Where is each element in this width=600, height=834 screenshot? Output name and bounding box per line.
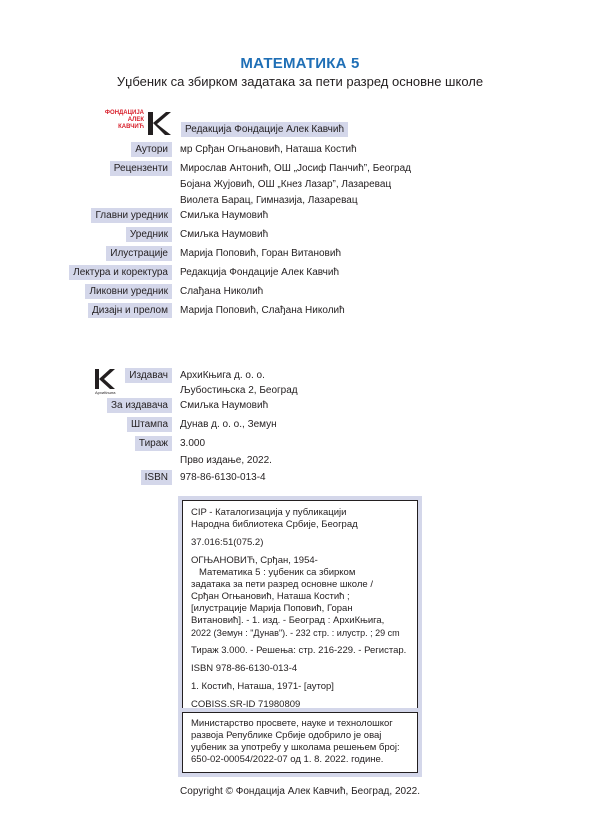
publisher-name: АрхиКњига д. о. о. bbox=[180, 370, 265, 381]
circulation-value: 3.000 bbox=[180, 438, 206, 449]
cip-entry: ОГЊАНОВИЋ, Срђан, 1954- Математика 5 : уџбеник са збирком задатака за пети разред основне школе / Срђан Огњановић, Наташа Костић ; [илустрације Марија Поповић, Горан Витановић]. - 1. изд. - Београд : АрхиКњига, 2022 (Земун : "Дунав"). - 232 стр. : илустр. ; 29 cm bbox=[191, 555, 400, 638]
reviewers-label: Рецензенти bbox=[110, 161, 172, 176]
print-value: Дунав д. о. о., Земун bbox=[180, 419, 277, 430]
art-editor-value: Слађана Николић bbox=[180, 286, 264, 297]
reviewer-2: Бојана Жујовић, ОШ „Кнез Лазар”, Лазаревац bbox=[180, 179, 392, 190]
cip-heading: CIP - Каталогизација у публикацији bbox=[191, 507, 347, 518]
ministry-line-1: Министарство просвете, науке и технолошког bbox=[191, 718, 393, 729]
print-label: Штампа bbox=[127, 417, 172, 432]
foundation-logo bbox=[90, 110, 172, 140]
authors-value: мр Срђан Огњановић, Наташа Костић bbox=[180, 144, 357, 155]
cip-notes: Тираж 3.000. - Решења: стр. 216-229. - Регистар. bbox=[191, 645, 407, 656]
copyright-notice: Copyright © Фондација Алек Кавчић, Београд, 2022. bbox=[180, 786, 420, 797]
book-title: МАТЕМАТИКА 5 bbox=[240, 55, 360, 72]
reviewer-3: Виолета Барац, Гимназија, Лазаревац bbox=[180, 195, 358, 206]
proofreading-value: Редакција Фондације Алек Кавчић bbox=[180, 267, 340, 278]
ministry-line-2: развоја Републике Србије одобрило је овај bbox=[191, 730, 382, 741]
cip-cobiss: COBISS.SR-ID 71980809 bbox=[191, 699, 301, 710]
isbn-label: ISBN bbox=[141, 470, 172, 485]
arhiknjiga-logo-icon bbox=[93, 368, 117, 390]
editor-in-chief-label: Главни уредник bbox=[91, 208, 172, 223]
publisher-logo bbox=[93, 368, 123, 398]
authors-label: Аутори bbox=[131, 142, 172, 157]
publisher-label: Издавач bbox=[125, 368, 172, 383]
for-publisher-value: Смиљка Наумовић bbox=[180, 400, 269, 411]
ministry-approval-box bbox=[182, 712, 418, 773]
design-value: Марија Поповић, Слађана Николић bbox=[180, 305, 345, 316]
ministry-line-4: 650-02-00054/2022-07 од 1. 8. 2022. године. bbox=[191, 754, 384, 765]
ministry-line-3: уџбеник за употребу у школама решењем број: bbox=[191, 742, 400, 753]
cip-udc: 37.016:51(075.2) bbox=[191, 537, 264, 548]
cip-record-box bbox=[182, 500, 418, 720]
editor-label: Уредник bbox=[126, 227, 172, 242]
reviewer-1: Мирослав Антонић, ОШ „Јосиф Панчић”, Београд bbox=[180, 163, 411, 174]
editorial-board-value: Редакција Фондације Алек Кавчић bbox=[181, 122, 348, 137]
cip-library: Народна библиотека Србије, Београд bbox=[191, 519, 358, 530]
art-editor-label: Ликовни уредник bbox=[85, 284, 172, 299]
design-label: Дизајн и прелом bbox=[88, 303, 172, 318]
publisher-address: Љубостињска 2, Београд bbox=[180, 385, 298, 396]
publisher-logo-caption: АрхиКњига bbox=[95, 390, 116, 395]
book-subtitle: Уџбеник са збирком задатака за пети разред основне школе bbox=[116, 74, 484, 89]
for-publisher-label: За издавача bbox=[107, 398, 172, 413]
proofreading-label: Лектура и коректура bbox=[69, 265, 172, 280]
alek-kavcic-k-logo-icon bbox=[145, 110, 172, 137]
edition-text: Прво издање, 2022. bbox=[180, 455, 272, 466]
cip-author: 1. Костић, Наташа, 1971- [аутор] bbox=[191, 681, 334, 692]
isbn-value: 978-86-6130-013-4 bbox=[180, 472, 266, 483]
editor-in-chief-value: Смиљка Наумовић bbox=[180, 210, 269, 221]
editor-value: Смиљка Наумовић bbox=[180, 229, 269, 240]
cip-isbn: ISBN 978-86-6130-013-4 bbox=[191, 663, 298, 674]
illustrations-label: Илустрације bbox=[106, 246, 172, 261]
circulation-label: Тираж bbox=[135, 436, 172, 451]
illustrations-value: Марија Поповић, Горан Витановић bbox=[180, 248, 342, 259]
foundation-logo-text: ФОНДАЦИЈА АЛЕК КАВЧИЋ bbox=[104, 110, 144, 130]
